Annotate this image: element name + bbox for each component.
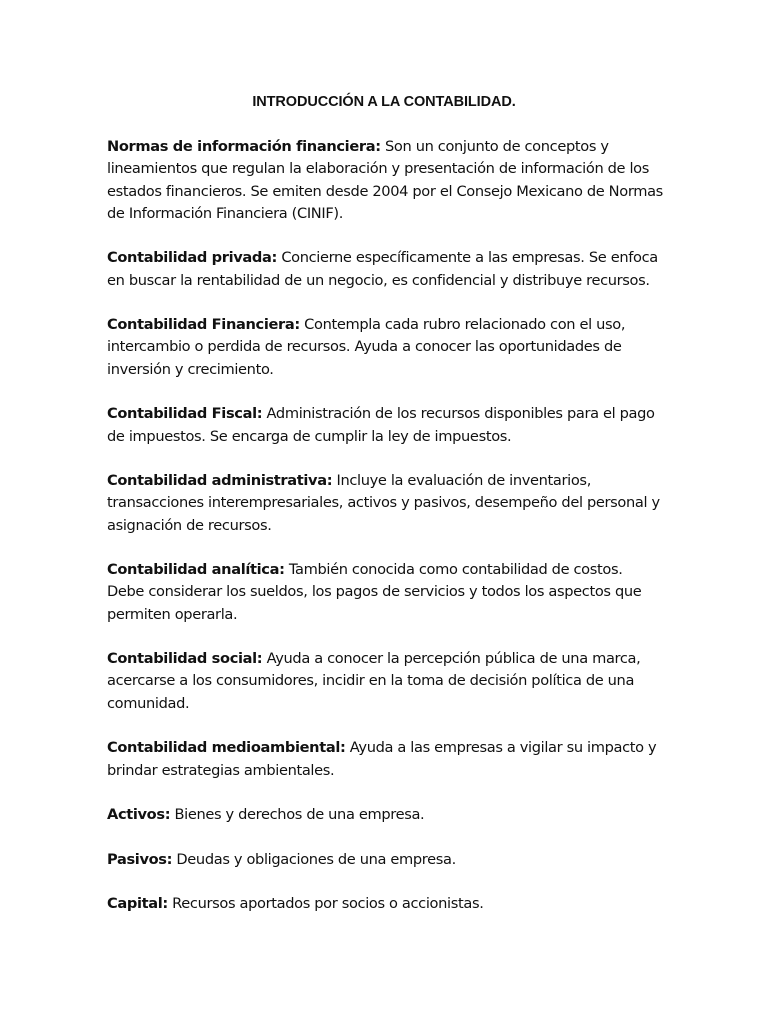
document-title: INTRODUCCIÓN A LA CONTABILIDAD. <box>252 94 516 110</box>
entry-term: Contabilidad administrativa: <box>107 472 333 490</box>
entry-normas-informacion-financiera <box>107 136 663 225</box>
entry-term: Normas de información financiera: <box>107 138 381 155</box>
entry-definition: Son un conjunto de conceptos y lineamientos que regulan la elaboración y presentación de información de los estados financieros. Se emiten desde 2004 por el Consejo Mexicano de Normas de Información Financiera (CINIF). <box>107 138 663 222</box>
entry-definition: También conocida como contabilidad de costos. Debe considerar los sueldos, los pagos de servicios y todos los aspectos que permiten operarla. <box>107 561 642 623</box>
entry-contabilidad-analitica <box>107 559 663 626</box>
entry-definition: Administración de los recursos disponibles para el pago de impuestos. Se encarga de cumplir la ley de impuestos. <box>107 405 655 445</box>
entry-pasivos <box>107 849 663 871</box>
entry-definition: Ayuda a las empresas a vigilar su impacto y brindar estrategias ambientales. <box>107 739 657 779</box>
entry-definition: Concierne específicamente a las empresas. Se enfoca en buscar la rentabilidad de un negocio, es confidencial y distribuye recursos. <box>107 249 658 289</box>
entry-term: Contabilidad Financiera: <box>107 316 300 334</box>
entry-contabilidad-privada <box>107 247 663 292</box>
entry-term: Contabilidad Fiscal: <box>107 405 263 423</box>
entry-contabilidad-medioambiental <box>107 737 663 782</box>
entry-contabilidad-fiscal <box>107 403 663 448</box>
entry-term: Contabilidad social: <box>107 650 263 668</box>
entry-contabilidad-social <box>107 648 663 715</box>
entry-activos <box>107 804 663 826</box>
entry-term: Pasivos: <box>107 850 173 868</box>
entry-term: Activos: <box>107 806 171 824</box>
entry-definition: Ayuda a conocer la percepción pública de una marca, acercarse a los consumidores, incidir en la toma de decisión política de una comunidad. <box>107 650 641 712</box>
entry-definition: Incluye la evaluación de inventarios, transacciones interempresariales, activos y pasivos, desempeño del personal y asignación de recursos. <box>107 472 660 534</box>
entry-term: Contabilidad analítica: <box>107 561 285 579</box>
entry-definition: Recursos aportados por socios o accionistas. <box>172 895 484 912</box>
entry-term: Contabilidad medioambiental: <box>107 739 346 757</box>
entry-term: Contabilidad privada: <box>107 249 278 267</box>
entry-contabilidad-financiera <box>107 314 663 381</box>
entry-definition: Deudas y obligaciones de una empresa. <box>176 850 456 868</box>
entry-definition: Bienes y derechos de una empresa. <box>174 806 425 824</box>
entry-definition: Contempla cada rubro relacionado con el uso, intercambio o perdida de recursos. Ayuda a conocer las oportunidades de inversión y crecimiento. <box>107 316 626 378</box>
entry-capital <box>107 893 663 915</box>
entry-contabilidad-administrativa <box>107 470 663 537</box>
entry-term: Capital: <box>107 895 168 912</box>
document-body <box>107 136 663 915</box>
